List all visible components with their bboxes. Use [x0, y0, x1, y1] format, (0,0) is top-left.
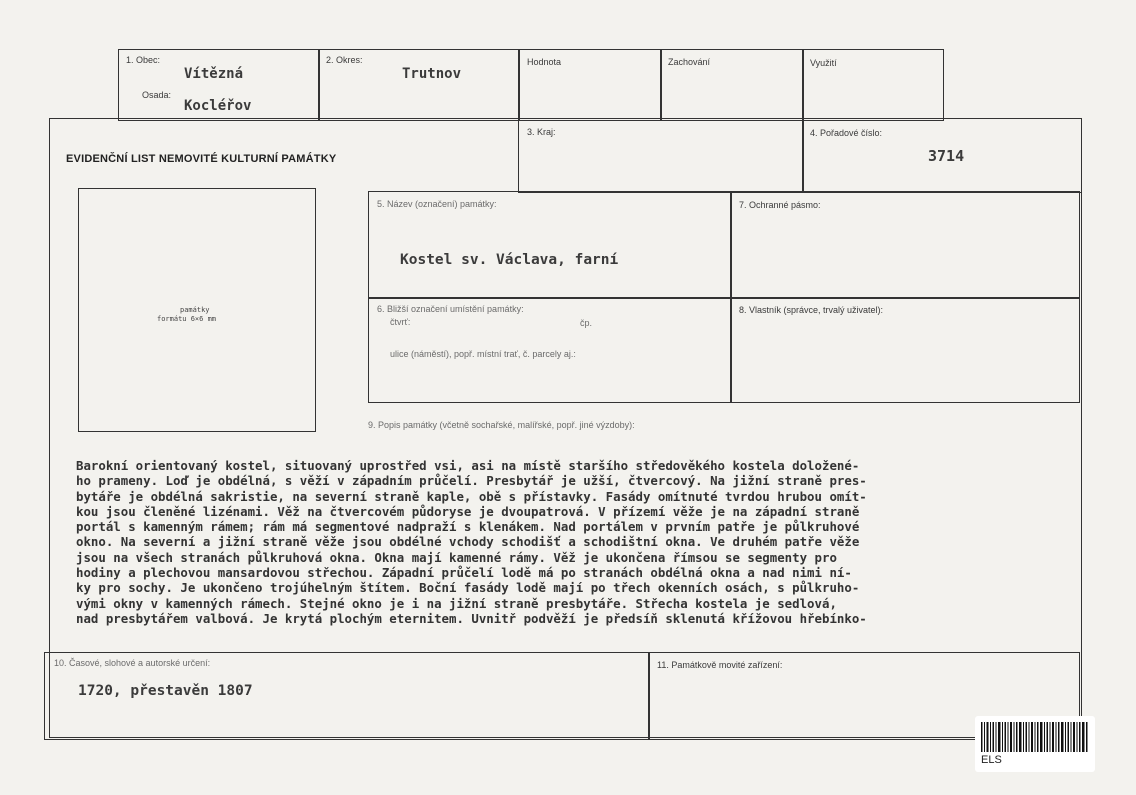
description-line: bytáře je obdélná sakristie, na severní straně kaple, obě s přístavky. Fasády omítnuté tvrdou hrubou omít- [76, 488, 867, 504]
description-text [76, 458, 1086, 626]
cp-label: čp. [580, 318, 593, 328]
vyuziti-label: Využití [810, 58, 837, 68]
description-line: nad presbytářem valbová. Je krytá plochým eternitem. Uvnitř podvěží je předsíň sklenutá křížovou hřebínko- [76, 610, 867, 626]
sheet-title: EVIDENČNÍ LIST NEMOVITÉ KULTURNÍ PAMÁTKY [66, 153, 337, 165]
nazev-value: Kostel sv. Václava, farní [400, 252, 619, 268]
poradove-value: 3714 [928, 147, 965, 165]
obec-value: Vítězná [184, 66, 244, 82]
kraj-label: 3. Kraj: [527, 127, 556, 137]
casove-label: 10. Časové, slohové a autorské určení: [54, 658, 211, 668]
umisteni-label: 6. Bližší označení umístění památky: [377, 304, 524, 314]
okres-label: 2. Okres: [326, 55, 363, 65]
description-line: portál s kamenným rámem; rám má segmentové nadpraží s klenákem. Nad portálem v prvním patře je půlkruhové [76, 519, 860, 535]
ulice-label: ulice (náměstí), popř. místní trať, č. parcely aj.: [390, 349, 576, 359]
osada-value: Kocléřov [184, 98, 252, 114]
hodnota-label: Hodnota [527, 57, 562, 67]
description-line: kou jsou členěné lizénami. Věž na čtvercovém půdoryse je dvoupatrová. V přízemí věže je na západní straně [76, 503, 860, 519]
popis-label: 9. Popis památky (včetně sochařské, malířské, popř. jiné výzdoby): [368, 420, 635, 430]
ochranne-label: 7. Ochranné pásmo: [739, 200, 821, 210]
barcode-sticker [975, 716, 1095, 772]
barcode-icon [981, 722, 1089, 752]
ctvrt-label: čtvrť: [390, 317, 411, 327]
osada-label: Osada: [142, 90, 172, 100]
photo-caption-line2: formátu 6×6 mm [157, 315, 217, 323]
description-line: ky pro sochy. Je ukončeno trojúhelným štítem. Boční fasády lodě mají po třech okenních osách, s půlkruho- [76, 580, 860, 596]
okres-value: Trutnov [402, 66, 462, 82]
description-line: okno. Na severní a jižní straně věže jsou obdélné vchody schodišť a schodištní okna. Ve druhém patře věže [76, 534, 860, 550]
description-line: hodiny a plechovou mansardovou střechou. Západní průčelí lodě má po stranách obdélná okna a nad nimi ní- [76, 565, 852, 581]
barcode-label: ELS [981, 754, 1002, 766]
nazev-label: 5. Název (označení) památky: [377, 199, 497, 209]
description-line: jsou na všech stranách půlkruhová okna. Okna mají kamenné rámy. Věž je ukončena římsou se segmenty pro [76, 549, 837, 565]
movite-label: 11. Památkově movité zařízení: [657, 660, 783, 670]
photo-caption-line1: památky [180, 306, 210, 314]
casove-value: 1720, přestavěn 1807 [78, 683, 253, 699]
zachovani-label: Zachování [668, 57, 711, 67]
description-line: ho prameny. Loď je obdélná, s věží v západním průčelí. Presbytář je užší, čtvercový. Na jižní straně pres- [76, 473, 867, 489]
description-line: vými okny v kamenných rámech. Stejné okno je i na jižní straně presbytáře. Střecha kostela je sedlová, [76, 595, 837, 611]
obec-label: 1. Obec: [126, 55, 161, 65]
description-line: Barokní orientovaný kostel, situovaný uprostřed vsi, asi na místě staršího středověkého kostela doložené- [76, 458, 860, 473]
vlastnik-label: 8. Vlastník (správce, trvalý uživatel): [739, 305, 884, 315]
poradove-label: 4. Pořadové číslo: [810, 128, 883, 138]
kraj-cell [518, 119, 804, 193]
